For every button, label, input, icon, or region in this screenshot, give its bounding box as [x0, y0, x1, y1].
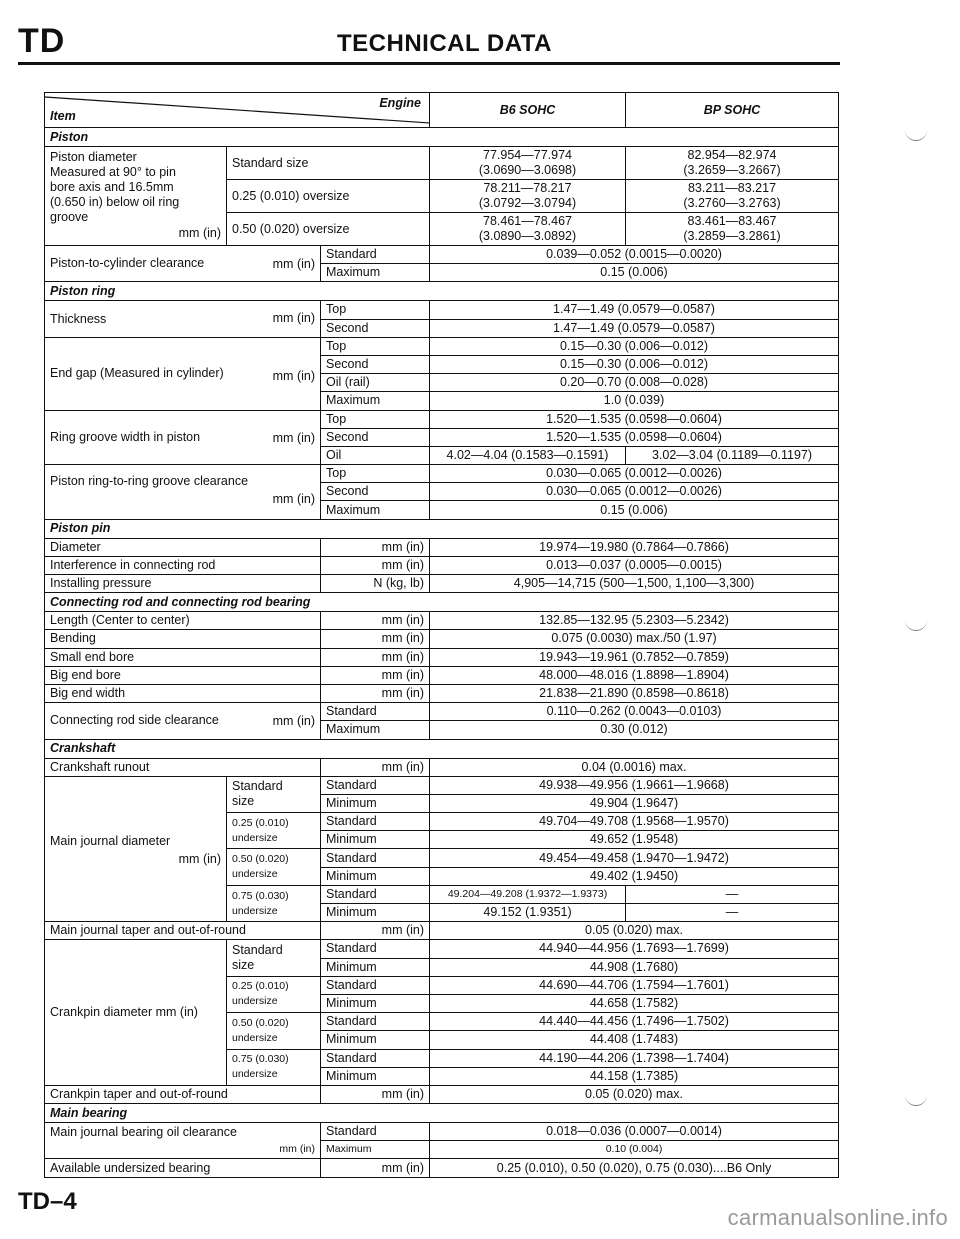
ring-gap-max: 1.0 (0.039): [430, 392, 839, 410]
unit: mm (in): [321, 630, 430, 648]
conrod-side-std: 0.110—0.262 (0.0043—0.0103): [430, 703, 839, 721]
mj-025-std: 49.704—49.708 (1.9568—1.9570): [430, 813, 839, 831]
label-top: Top: [321, 410, 430, 428]
label-top: Top: [321, 301, 430, 319]
piston-b6-050: 78.461—78.467 (3.0890—3.0892): [430, 213, 626, 246]
crankpin-diameter-label: Crankpin diameter mm (in): [45, 940, 227, 1086]
label-standard: Standard: [321, 1123, 430, 1141]
conrod-length-label: Length (Center to center): [45, 612, 321, 630]
label-standard: Standard: [321, 813, 430, 831]
mj-std-std: 49.938—49.956 (1.9661—1.9668): [430, 776, 839, 794]
label-minimum: Minimum: [321, 994, 430, 1012]
pin-installing-val: 4,905—14,715 (500—1,500, 1,100—3,300): [430, 575, 839, 593]
mj-050-min: 49.402 (1.9450): [430, 867, 839, 885]
unit: mm (in): [321, 922, 430, 940]
label-minimum: Minimum: [321, 958, 430, 976]
piston-clearance-label: Piston-to-cylinder clearance mm (in): [45, 246, 321, 282]
ring-gw-oil-bp: 3.02—3.04 (0.1189—0.1197): [626, 446, 839, 464]
label-standard: Standard: [321, 940, 430, 958]
crank-runout-val: 0.04 (0.0016) max.: [430, 758, 839, 776]
ring-thickness-label: Thickness mm (in): [45, 301, 321, 337]
cp-075-std: 44.190—44.206 (1.7398—1.7404): [430, 1049, 839, 1067]
pin-installing-label: Installing pressure: [45, 575, 321, 593]
col-header-bp: BP SOHC: [626, 93, 839, 128]
ring-gap-oil: 0.20—0.70 (0.008—0.028): [430, 374, 839, 392]
pin-interference-val: 0.013—0.037 (0.0005—0.0015): [430, 556, 839, 574]
ring-gap-top: 0.15—0.30 (0.006—0.012): [430, 337, 839, 355]
unit: mm (in): [321, 538, 430, 556]
conrod-bending-label: Bending: [45, 630, 321, 648]
section-crankshaft: Crankshaft: [45, 739, 839, 758]
technical-data-table: [44, 92, 839, 1178]
conrod-big-end-val: 48.000—48.016 (1.8898—1.8904): [430, 666, 839, 684]
cp-us-025: 0.25 (0.010) undersize: [227, 976, 321, 1012]
label-second: Second: [321, 428, 430, 446]
label-minimum: Minimum: [321, 1067, 430, 1085]
section-conrod: Connecting rod and connecting rod bearing: [45, 593, 839, 612]
engine-item-header: [45, 93, 430, 128]
main-bearing-max: 0.10 (0.004): [430, 1141, 839, 1159]
label-maximum: Maximum: [321, 264, 430, 282]
label-top: Top: [321, 465, 430, 483]
cp-025-std: 44.690—44.706 (1.7594—1.7601): [430, 976, 839, 994]
ring-gw-top: 1.520—1.535 (0.0598—0.0604): [430, 410, 839, 428]
margin-mark: [905, 1095, 927, 1106]
piston-std-size: Standard size: [227, 147, 430, 180]
mj-050-std: 49.454—49.458 (1.9470—1.9472): [430, 849, 839, 867]
ring-thick-top: 1.47—1.49 (0.0579—0.0587): [430, 301, 839, 319]
piston-clearance-max: 0.15 (0.006): [430, 264, 839, 282]
piston-b6-025: 78.211—78.217 (3.0792—3.0794): [430, 180, 626, 213]
main-taper-val: 0.05 (0.020) max.: [430, 922, 839, 940]
piston-bp-std: 82.954—82.974 (3.2659—3.2667): [626, 147, 839, 180]
mj-std-size: Standard size: [227, 776, 321, 812]
ring-end-gap-label: End gap (Measured in cylinder) mm (in): [45, 337, 321, 410]
label-minimum: Minimum: [321, 831, 430, 849]
conrod-side-max: 0.30 (0.012): [430, 721, 839, 739]
conrod-bending-val: 0.075 (0.0030) max./50 (1.97): [430, 630, 839, 648]
available-undersized-val: 0.25 (0.010), 0.50 (0.020), 0.75 (0.030)....B6 Only: [430, 1159, 839, 1177]
ring-to-groove-label: Piston ring-to-ring groove clearance mm (in): [45, 465, 321, 520]
label-minimum: Minimum: [321, 1031, 430, 1049]
label-minimum: Minimum: [321, 904, 430, 922]
label-second: Second: [321, 355, 430, 373]
unit: mm (in): [321, 612, 430, 630]
unit: mm (in): [321, 556, 430, 574]
label-standard: Standard: [321, 885, 430, 903]
mj-075-min-bp: —: [626, 904, 839, 922]
ring-gap-second: 0.15—0.30 (0.006—0.012): [430, 355, 839, 373]
conrod-big-end-label: Big end bore: [45, 666, 321, 684]
unit: mm (in): [321, 758, 430, 776]
label-standard: Standard: [321, 976, 430, 994]
label-oil-rail: Oil (rail): [321, 374, 430, 392]
diagonal-divider: [45, 93, 430, 127]
crank-runout-label: Crankshaft runout: [45, 758, 321, 776]
piston-bp-025: 83.211—83.217 (3.2760—3.2763): [626, 180, 839, 213]
unit: mm (in): [321, 666, 430, 684]
ring-rtg-second: 0.030—0.065 (0.0012—0.0026): [430, 483, 839, 501]
conrod-length-val: 132.85—132.95 (5.2303—5.2342): [430, 612, 839, 630]
main-journal-diameter-label: Main journal diameter mm (in): [45, 776, 227, 922]
unit: mm (in): [321, 648, 430, 666]
section-piston-ring: Piston ring: [45, 282, 839, 301]
cp-025-min: 44.658 (1.7582): [430, 994, 839, 1012]
main-bearing-clearance-label: Main journal bearing oil clearance mm (in): [45, 1123, 321, 1159]
engine-label: Engine: [379, 96, 422, 110]
pin-interference-label: Interference in connecting rod: [45, 556, 321, 574]
unit: mm (in): [321, 684, 430, 702]
label-oil: Oil: [321, 446, 430, 464]
cp-std-min: 44.908 (1.7680): [430, 958, 839, 976]
section-code: TD: [18, 22, 66, 60]
section-main-bearing: Main bearing: [45, 1104, 839, 1123]
header-rule: [18, 62, 840, 65]
label-maximum: Maximum: [321, 1141, 430, 1159]
ring-gw-oil-b6: 4.02—4.04 (0.1583—0.1591): [430, 446, 626, 464]
unit: N (kg, lb): [321, 575, 430, 593]
ring-gw-second: 1.520—1.535 (0.0598—0.0604): [430, 428, 839, 446]
label-second: Second: [321, 483, 430, 501]
mj-us-025: 0.25 (0.010) undersize: [227, 813, 321, 849]
crankpin-taper-val: 0.05 (0.020) max.: [430, 1085, 839, 1103]
label-standard: Standard: [321, 1013, 430, 1031]
mj-075-min-b6: 49.152 (1.9351): [430, 904, 626, 922]
pin-diameter-label: Diameter: [45, 538, 321, 556]
label-maximum: Maximum: [321, 501, 430, 519]
item-label: Item: [50, 109, 76, 123]
mj-us-050: 0.50 (0.020) undersize: [227, 849, 321, 885]
ring-rtg-top: 0.030—0.065 (0.0012—0.0026): [430, 465, 839, 483]
conrod-big-width-label: Big end width: [45, 684, 321, 702]
piston-bp-050: 83.461—83.467 (3.2859—3.2861): [626, 213, 839, 246]
label-standard: Standard: [321, 849, 430, 867]
pin-diameter-val: 19.974—19.980 (0.7864—0.7866): [430, 538, 839, 556]
cp-us-075: 0.75 (0.030) undersize: [227, 1049, 321, 1085]
label-minimum: Minimum: [321, 867, 430, 885]
label-maximum: Maximum: [321, 392, 430, 410]
ring-rtg-max: 0.15 (0.006): [430, 501, 839, 519]
mj-075-std-bp: —: [626, 885, 839, 903]
ring-thick-second: 1.47—1.49 (0.0579—0.0587): [430, 319, 839, 337]
label-maximum: Maximum: [321, 721, 430, 739]
unit: mm (in): [321, 1159, 430, 1177]
cp-std-size: Standard size: [227, 940, 321, 976]
conrod-side-clearance-label: Connecting rod side clearance mm (in): [45, 703, 321, 739]
section-piston: Piston: [45, 128, 839, 147]
piston-clearance-std: 0.039—0.052 (0.0015—0.0020): [430, 246, 839, 264]
page-number: TD–4: [18, 1188, 77, 1215]
label-standard: Standard: [321, 776, 430, 794]
section-piston-pin: Piston pin: [45, 519, 839, 538]
cp-050-std: 44.440—44.456 (1.7496—1.7502): [430, 1013, 839, 1031]
crankpin-taper-label: Crankpin taper and out-of-round: [45, 1085, 321, 1103]
piston-b6-std: 77.954—77.974 (3.0690—3.0698): [430, 147, 626, 180]
main-bearing-std: 0.018—0.036 (0.0007—0.0014): [430, 1123, 839, 1141]
col-header-b6: B6 SOHC: [430, 93, 626, 128]
margin-mark: [905, 620, 927, 631]
conrod-small-end-label: Small end bore: [45, 648, 321, 666]
label-standard: Standard: [321, 703, 430, 721]
mj-std-min: 49.904 (1.9647): [430, 794, 839, 812]
mj-us-075: 0.75 (0.030) undersize: [227, 885, 321, 921]
label-top: Top: [321, 337, 430, 355]
label-standard: Standard: [321, 1049, 430, 1067]
unit: mm (in): [321, 1085, 430, 1103]
conrod-big-width-val: 21.838—21.890 (0.8598—0.8618): [430, 684, 839, 702]
piston-diameter-label: Piston diameter Measured at 90° to pin bore axis and 16.5mm (0.650 in) below oil ring groove mm (in): [45, 147, 227, 246]
cp-050-min: 44.408 (1.7483): [430, 1031, 839, 1049]
mj-075-std-b6: 49.204—49.208 (1.9372—1.9373): [430, 885, 626, 903]
main-taper-label: Main journal taper and out-of-round: [45, 922, 321, 940]
ring-groove-width-label: Ring groove width in piston mm (in): [45, 410, 321, 465]
label-standard: Standard: [321, 246, 430, 264]
piston-os-050: 0.50 (0.020) oversize: [227, 213, 430, 246]
mj-025-min: 49.652 (1.9548): [430, 831, 839, 849]
conrod-small-end-val: 19.943—19.961 (0.7852—0.7859): [430, 648, 839, 666]
margin-mark: [905, 130, 927, 141]
page-title: TECHNICAL DATA: [337, 30, 552, 57]
piston-os-025: 0.25 (0.010) oversize: [227, 180, 430, 213]
cp-us-050: 0.50 (0.020) undersize: [227, 1013, 321, 1049]
label-minimum: Minimum: [321, 794, 430, 812]
available-undersized-label: Available undersized bearing: [45, 1159, 321, 1177]
cp-std-std: 44.940—44.956 (1.7693—1.7699): [430, 940, 839, 958]
watermark: carmanualsonline.info: [727, 1205, 948, 1230]
label-second: Second: [321, 319, 430, 337]
cp-075-min: 44.158 (1.7385): [430, 1067, 839, 1085]
